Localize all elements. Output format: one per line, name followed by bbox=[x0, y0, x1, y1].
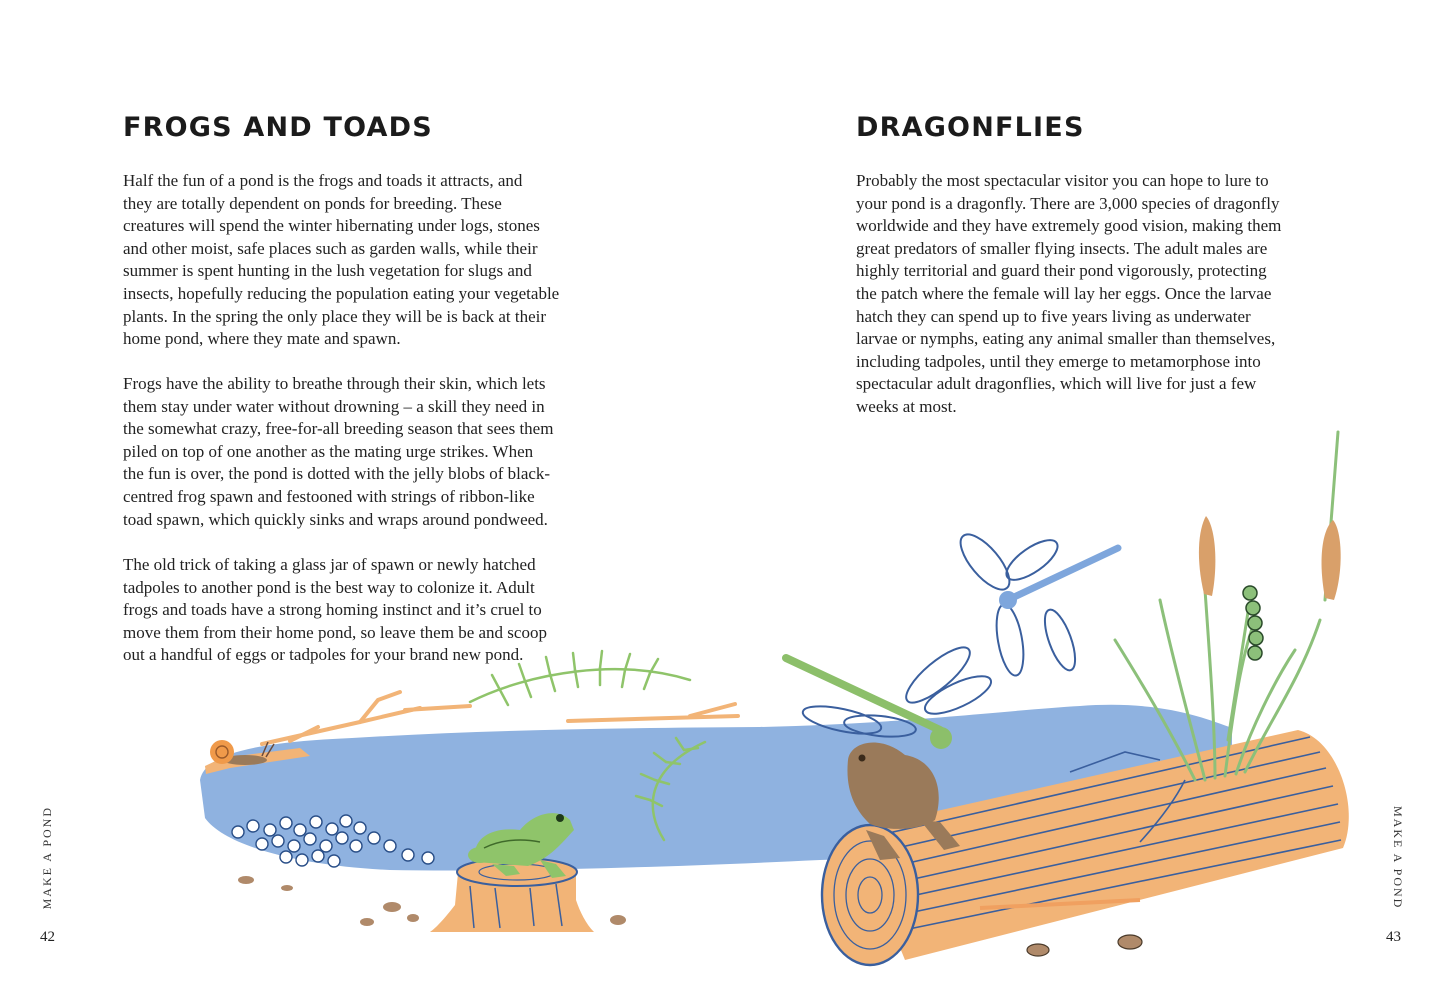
frogs-paragraph-1: Half the fun of a pond is the frogs and toads it attracts, and they are totally dependent on ponds for breeding. These creatures will spend the winter hibernating under logs, stones and other moist, safe places such as garden walls, while their summer is spent hunting in the lush vegetation for slugs and insects, hopefully reducing the population eating your vegetable plants. In the spring the only place they will be is back at their home pond, where they mate and spawn. bbox=[123, 171, 560, 349]
right-page-number: 43 bbox=[1386, 929, 1401, 945]
blue-dragonfly-icon bbox=[952, 527, 1118, 678]
right-side-label: MAKE A POND bbox=[1391, 806, 1405, 910]
left-page-number: 42 bbox=[40, 929, 55, 945]
frogs-paragraph-3: The old trick of taking a glass jar of spawn or newly hatched tadpoles to another pond is the best way to colonize it. Adult frogs and toads have a strong homing instinct and it’s cruel to move them from their home pond, so leave them be and scoop out a handful of eggs or tadpoles for your brand new pond. bbox=[123, 555, 547, 665]
woodlice-icon bbox=[1027, 935, 1142, 956]
dragonflies-paragraph: Probably the most spectacular visitor you can hope to lure to your pond is a dragonfly. There are 3,000 species of dragonfly worldwide and they have extremely good vision, making them great predators of smaller flying insects. The adult males are highly territorial and guard their pond vigorously, protecting the patch where the female will lay her eggs. Once the larvae hatch they can spend up to five years living as underwater larvae or nymphs, eating any animal smaller than themselves, including tadpoles, until they emerge to metamorphose into spectacular adult dragonflies, which will live for just a few weeks at most. bbox=[856, 171, 1282, 416]
frogs-paragraph-2: Frogs have the ability to breathe through their skin, which lets them stay under water without drowning – a skill they need in the somewhat crazy, free-for-all breeding season that sees them piled on top of one another as the mating urge strikes. When the fun is over, the pond is dotted with the jelly blobs of black- centred frog spawn and festooned with strings of ribbon-like toad spawn, which quickly sinks and wraps around pondweed. bbox=[123, 374, 554, 529]
frogs-heading: FROGS AND TOADS bbox=[123, 112, 433, 143]
cattails bbox=[1199, 516, 1341, 600]
dragonflies-heading: DRAGONFLIES bbox=[856, 112, 1085, 143]
left-side-label: MAKE A POND bbox=[40, 806, 54, 910]
